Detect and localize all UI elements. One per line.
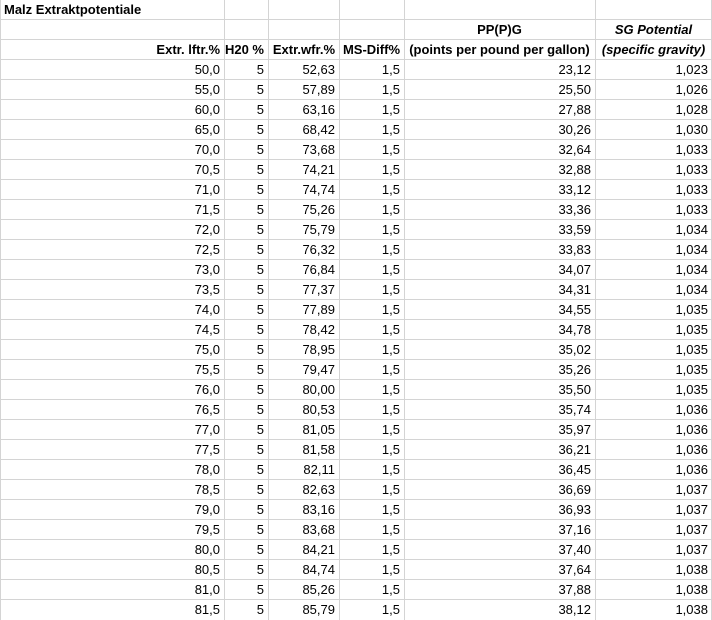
- cell-h2o[interactable]: 5: [256, 82, 264, 97]
- cell-extr-wfr[interactable]: 85,26: [302, 582, 335, 597]
- cell-sg-potential[interactable]: 1,036: [675, 402, 708, 417]
- cell-ppg[interactable]: 36,69: [558, 482, 591, 497]
- cell-extr-lftr[interactable]: 70,5: [194, 162, 220, 177]
- header-ppg-line2: (points per pound per gallon): [409, 42, 590, 57]
- cell-ppg[interactable]: 35,74: [558, 402, 591, 417]
- cell-h2o[interactable]: 5: [256, 62, 264, 77]
- cell-extr-lftr[interactable]: 71,0: [194, 182, 220, 197]
- header-h2o: H20 %: [224, 42, 264, 57]
- cell-extr-lftr[interactable]: 78,5: [194, 482, 220, 497]
- cell-sg-potential[interactable]: 1,034: [675, 242, 708, 257]
- cell-ms-diff[interactable]: 1,5: [381, 482, 400, 497]
- cell-h2o[interactable]: 5: [256, 302, 264, 317]
- cell-ppg[interactable]: 25,50: [558, 82, 591, 97]
- cell-sg-potential[interactable]: 1,038: [675, 582, 708, 597]
- cell-h2o[interactable]: 5: [256, 542, 264, 557]
- cell-ms-diff[interactable]: 1,5: [381, 142, 400, 157]
- cell-ms-diff[interactable]: 1,5: [381, 502, 400, 517]
- cell-extr-lftr[interactable]: 55,0: [194, 82, 220, 97]
- cell-sg-potential[interactable]: 1,034: [675, 262, 708, 277]
- cell-extr-wfr[interactable]: 83,68: [302, 522, 335, 537]
- cell-extr-wfr[interactable]: 78,95: [302, 342, 335, 357]
- cell-ppg[interactable]: 23,12: [558, 62, 591, 77]
- cell-h2o[interactable]: 5: [256, 522, 264, 537]
- cell-h2o[interactable]: 5: [256, 122, 264, 137]
- cell-ms-diff[interactable]: 1,5: [381, 402, 400, 417]
- cell-sg-potential[interactable]: 1,037: [675, 522, 708, 537]
- cell-sg-potential[interactable]: 1,037: [675, 502, 708, 517]
- cell-extr-wfr[interactable]: 63,16: [302, 102, 335, 117]
- cell-h2o[interactable]: 5: [256, 402, 264, 417]
- cell-extr-lftr[interactable]: 80,5: [194, 562, 220, 577]
- cell-ppg[interactable]: 37,16: [558, 522, 591, 537]
- cell-extr-lftr[interactable]: 65,0: [194, 122, 220, 137]
- cell-ppg[interactable]: 35,02: [558, 342, 591, 357]
- cell-ms-diff[interactable]: 1,5: [381, 462, 400, 477]
- cell-ppg[interactable]: 36,93: [558, 502, 591, 517]
- cell-extr-wfr[interactable]: 77,37: [302, 282, 335, 297]
- cell-extr-wfr[interactable]: 83,16: [302, 502, 335, 517]
- cell-ms-diff[interactable]: 1,5: [381, 182, 400, 197]
- cell-extr-lftr[interactable]: 71,5: [194, 202, 220, 217]
- cell-ms-diff[interactable]: 1,5: [381, 102, 400, 117]
- header-ppg-line1: PP(P)G: [477, 22, 522, 37]
- sheet-title: Malz Extraktpotentiale: [4, 2, 142, 17]
- cell-sg-potential[interactable]: 1,026: [675, 82, 708, 97]
- cell-ppg[interactable]: 35,97: [558, 422, 591, 437]
- cell-ppg[interactable]: 37,64: [558, 562, 591, 577]
- cell-ppg[interactable]: 34,07: [558, 262, 591, 277]
- cell-ppg[interactable]: 33,83: [558, 242, 591, 257]
- cell-ppg[interactable]: 37,88: [558, 582, 591, 597]
- cell-extr-lftr[interactable]: 73,0: [194, 262, 220, 277]
- cell-h2o[interactable]: 5: [256, 182, 264, 197]
- cell-sg-potential[interactable]: 1,034: [675, 222, 708, 237]
- cell-extr-lftr[interactable]: 77,0: [194, 422, 220, 437]
- cell-h2o[interactable]: 5: [256, 222, 264, 237]
- cell-sg-potential[interactable]: 1,035: [675, 342, 708, 357]
- cell-extr-wfr[interactable]: 79,47: [302, 362, 335, 377]
- cell-sg-potential[interactable]: 1,036: [675, 462, 708, 477]
- cell-sg-potential[interactable]: 1,035: [675, 322, 708, 337]
- cell-ppg[interactable]: 38,12: [558, 602, 591, 617]
- cell-extr-wfr[interactable]: 80,00: [302, 382, 335, 397]
- cell-extr-wfr[interactable]: 74,21: [302, 162, 335, 177]
- cell-h2o[interactable]: 5: [256, 562, 264, 577]
- cell-sg-potential[interactable]: 1,033: [675, 162, 708, 177]
- cell-h2o[interactable]: 5: [256, 602, 264, 617]
- cell-extr-wfr[interactable]: 75,79: [302, 222, 335, 237]
- cell-extr-wfr[interactable]: 81,05: [302, 422, 335, 437]
- cell-ppg[interactable]: 33,59: [558, 222, 591, 237]
- cell-extr-lftr[interactable]: 73,5: [194, 282, 220, 297]
- cell-sg-potential[interactable]: 1,036: [675, 442, 708, 457]
- cell-extr-lftr[interactable]: 70,0: [194, 142, 220, 157]
- cell-extr-wfr[interactable]: 82,63: [302, 482, 335, 497]
- cell-ms-diff[interactable]: 1,5: [381, 382, 400, 397]
- cell-ppg[interactable]: 36,45: [558, 462, 591, 477]
- cell-extr-lftr[interactable]: 78,0: [194, 462, 220, 477]
- cell-h2o[interactable]: 5: [256, 162, 264, 177]
- cell-extr-wfr[interactable]: 74,74: [302, 182, 335, 197]
- cell-h2o[interactable]: 5: [256, 262, 264, 277]
- cell-extr-lftr[interactable]: 72,0: [194, 222, 220, 237]
- cell-sg-potential[interactable]: 1,033: [675, 202, 708, 217]
- cell-sg-potential[interactable]: 1,033: [675, 182, 708, 197]
- cell-extr-lftr[interactable]: 77,5: [194, 442, 220, 457]
- cell-h2o[interactable]: 5: [256, 282, 264, 297]
- cell-ms-diff[interactable]: 1,5: [381, 562, 400, 577]
- cell-extr-wfr[interactable]: 76,32: [302, 242, 335, 257]
- cell-ppg[interactable]: 32,64: [558, 142, 591, 157]
- cell-ms-diff[interactable]: 1,5: [381, 82, 400, 97]
- cell-extr-lftr[interactable]: 79,5: [194, 522, 220, 537]
- cell-extr-wfr[interactable]: 76,84: [302, 262, 335, 277]
- cell-extr-lftr[interactable]: 50,0: [194, 62, 220, 77]
- cell-h2o[interactable]: 5: [256, 442, 264, 457]
- cell-sg-potential[interactable]: 1,033: [675, 142, 708, 157]
- cell-extr-wfr[interactable]: 84,74: [302, 562, 335, 577]
- cell-ppg[interactable]: 33,12: [558, 182, 591, 197]
- cell-ms-diff[interactable]: 1,5: [381, 202, 400, 217]
- cell-extr-lftr[interactable]: 74,5: [194, 322, 220, 337]
- cell-extr-wfr[interactable]: 81,58: [302, 442, 335, 457]
- cell-h2o[interactable]: 5: [256, 482, 264, 497]
- cell-ppg[interactable]: 32,88: [558, 162, 591, 177]
- cell-h2o[interactable]: 5: [256, 382, 264, 397]
- cell-extr-lftr[interactable]: 75,5: [194, 362, 220, 377]
- cell-ms-diff[interactable]: 1,5: [381, 222, 400, 237]
- cell-ms-diff[interactable]: 1,5: [381, 62, 400, 77]
- cell-extr-wfr[interactable]: 85,79: [302, 602, 335, 617]
- cell-ppg[interactable]: 33,36: [558, 202, 591, 217]
- cell-h2o[interactable]: 5: [256, 322, 264, 337]
- cell-extr-wfr[interactable]: 78,42: [302, 322, 335, 337]
- cell-h2o[interactable]: 5: [256, 582, 264, 597]
- cell-ppg[interactable]: 35,50: [558, 382, 591, 397]
- cell-ppg[interactable]: 30,26: [558, 122, 591, 137]
- cell-ms-diff[interactable]: 1,5: [381, 602, 400, 617]
- cell-ms-diff[interactable]: 1,5: [381, 522, 400, 537]
- cell-ppg[interactable]: 27,88: [558, 102, 591, 117]
- cell-ppg[interactable]: 34,78: [558, 322, 591, 337]
- cell-ms-diff[interactable]: 1,5: [381, 302, 400, 317]
- cell-extr-lftr[interactable]: 81,0: [194, 582, 220, 597]
- cell-extr-lftr[interactable]: 75,0: [194, 342, 220, 357]
- cell-extr-lftr[interactable]: 79,0: [194, 502, 220, 517]
- cell-extr-wfr[interactable]: 77,89: [302, 302, 335, 317]
- cell-ms-diff[interactable]: 1,5: [381, 542, 400, 557]
- cell-extr-wfr[interactable]: 80,53: [302, 402, 335, 417]
- cell-extr-wfr[interactable]: 73,68: [302, 142, 335, 157]
- cell-extr-lftr[interactable]: 76,0: [194, 382, 220, 397]
- cell-extr-wfr[interactable]: 84,21: [302, 542, 335, 557]
- cell-ms-diff[interactable]: 1,5: [381, 362, 400, 377]
- cell-sg-potential[interactable]: 1,037: [675, 542, 708, 557]
- cell-h2o[interactable]: 5: [256, 462, 264, 477]
- cell-ms-diff[interactable]: 1,5: [381, 162, 400, 177]
- cell-sg-potential[interactable]: 1,035: [675, 362, 708, 377]
- header-ms-diff: MS-Diff%: [342, 42, 400, 57]
- cell-ms-diff[interactable]: 1,5: [381, 122, 400, 137]
- cell-extr-wfr[interactable]: 68,42: [302, 122, 335, 137]
- cell-ms-diff[interactable]: 1,5: [381, 582, 400, 597]
- cell-sg-potential[interactable]: 1,035: [675, 302, 708, 317]
- cell-ms-diff[interactable]: 1,5: [381, 242, 400, 257]
- cell-sg-potential[interactable]: 1,028: [675, 102, 708, 117]
- cell-h2o[interactable]: 5: [256, 342, 264, 357]
- cell-sg-potential[interactable]: 1,035: [675, 382, 708, 397]
- cell-ppg[interactable]: 35,26: [558, 362, 591, 377]
- cell-extr-lftr[interactable]: 72,5: [194, 242, 220, 257]
- cell-ms-diff[interactable]: 1,5: [381, 422, 400, 437]
- cell-extr-lftr[interactable]: 60,0: [194, 102, 220, 117]
- cell-ms-diff[interactable]: 1,5: [381, 442, 400, 457]
- cell-extr-lftr[interactable]: 76,5: [194, 402, 220, 417]
- cell-h2o[interactable]: 5: [256, 142, 264, 157]
- cell-ppg[interactable]: 34,55: [558, 302, 591, 317]
- cell-ms-diff[interactable]: 1,5: [381, 322, 400, 337]
- cell-sg-potential[interactable]: 1,030: [675, 122, 708, 137]
- cell-ms-diff[interactable]: 1,5: [381, 342, 400, 357]
- cell-ppg[interactable]: 36,21: [558, 442, 591, 457]
- cell-extr-lftr[interactable]: 74,0: [194, 302, 220, 317]
- cell-h2o[interactable]: 5: [256, 502, 264, 517]
- cell-h2o[interactable]: 5: [256, 422, 264, 437]
- cell-sg-potential[interactable]: 1,038: [675, 602, 708, 617]
- cell-extr-wfr[interactable]: 75,26: [302, 202, 335, 217]
- cell-sg-potential[interactable]: 1,037: [675, 482, 708, 497]
- cell-extr-lftr[interactable]: 80,0: [194, 542, 220, 557]
- cell-extr-lftr[interactable]: 81,5: [194, 602, 220, 617]
- cell-ms-diff[interactable]: 1,5: [381, 262, 400, 277]
- cell-ppg[interactable]: 34,31: [558, 282, 591, 297]
- cell-sg-potential[interactable]: 1,034: [675, 282, 708, 297]
- cell-extr-wfr[interactable]: 52,63: [302, 62, 335, 77]
- cell-extr-wfr[interactable]: 57,89: [302, 82, 335, 97]
- cell-sg-potential[interactable]: 1,038: [675, 562, 708, 577]
- cell-h2o[interactable]: 5: [256, 362, 264, 377]
- header-extr-wfr: Extr.wfr.%: [272, 42, 335, 57]
- header-sg-line1: SG Potential: [614, 22, 693, 37]
- cell-h2o[interactable]: 5: [256, 202, 264, 217]
- cell-ppg[interactable]: 37,40: [558, 542, 591, 557]
- cell-sg-potential[interactable]: 1,036: [675, 422, 708, 437]
- header-sg-line2: (specific gravity): [601, 42, 706, 57]
- header-extr-lftr: Extr. lftr.%: [156, 42, 220, 57]
- cell-extr-wfr[interactable]: 82,11: [303, 462, 335, 477]
- cell-ms-diff[interactable]: 1,5: [381, 282, 400, 297]
- cell-h2o[interactable]: 5: [256, 242, 264, 257]
- cell-h2o[interactable]: 5: [256, 102, 264, 117]
- cell-sg-potential[interactable]: 1,023: [675, 62, 708, 77]
